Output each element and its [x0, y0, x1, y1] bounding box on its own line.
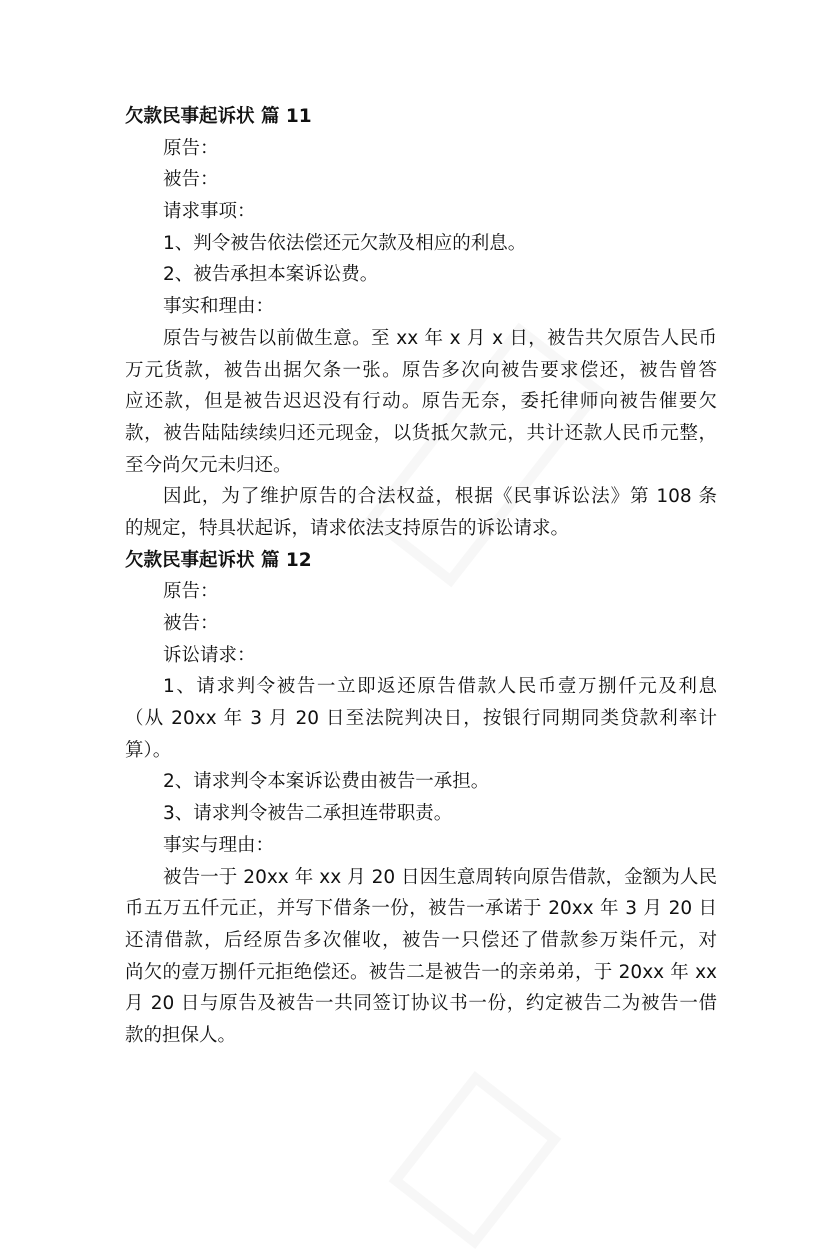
text-line: 万元货款，被告出据欠条一张。原告多次向被告要求偿还，被告曾答: [125, 359, 717, 381]
text-line: 原告：: [163, 581, 219, 603]
text-line: 尚欠的壹万捌仟元拒绝偿还。被告二是被告一的亲弟弟，于 20xx 年 xx: [125, 961, 717, 983]
text-line: 被告一于 20xx 年 xx 月 20 日因生意周转向原告借款，金额为人民: [163, 866, 717, 888]
paragraph: [125, 862, 717, 1052]
paragraph: [125, 640, 717, 672]
section-title: 欠款民事起诉状 篇 11: [125, 106, 312, 127]
paragraph: [125, 576, 717, 608]
watermark: [389, 1071, 562, 1249]
text-line: 被告：: [163, 613, 219, 634]
text-line: 的规定，特具状起诉，请求依法支持原告的诉讼请求。: [125, 517, 570, 539]
text-line: 原告：: [163, 137, 219, 159]
text-line: 2、请求判令本案诉讼费由被告一承担。: [163, 771, 490, 793]
paragraph: [125, 291, 717, 323]
text-line: 3、请求判令被告二承担连带职责。: [163, 803, 453, 825]
document-page: [125, 101, 717, 1052]
paragraph: [125, 259, 717, 291]
text-line: 至今尚欠元未归还。: [125, 454, 292, 476]
text-line: 1、请求判令被告一立即返还原告借款人民币壹万捌仟元及利息: [163, 676, 717, 698]
text-line: 被告：: [163, 169, 219, 191]
paragraph: [125, 228, 717, 260]
paragraph: [125, 671, 717, 766]
paragraph: [125, 830, 717, 862]
text-line: 1、判令被告依法偿还元欠款及相应的利息。: [163, 232, 527, 254]
text-line: 请求事项：: [163, 201, 256, 223]
section-title: 欠款民事起诉状 篇 12: [125, 549, 312, 571]
text-line: 月 20 日与原告及被告一共同签订协议书一份，约定被告二为被告一借: [125, 993, 717, 1015]
paragraph: [125, 608, 717, 640]
text-line: 还清借款，后经原告多次催收，被告一只偿还了借款参万柒仟元，对: [125, 929, 717, 951]
paragraph: [125, 766, 717, 798]
text-line: 因此，为了维护原告的合法权益，根据《民事诉讼法》第 108 条: [163, 486, 717, 508]
paragraph: [125, 164, 717, 196]
text-line: 应还款，但是被告迟迟没有行动。原告无奈，委托律师向被告催要欠: [125, 391, 717, 413]
paragraph: [125, 196, 717, 228]
text-line: 诉讼请求：: [163, 644, 256, 666]
text-line: （从 20xx 年 3 月 20 日至法院判决日，按银行同期同类贷款利率计: [125, 708, 717, 730]
text-line: 款，被告陆陆续续归还元现金，以货抵欠款元，共计还款人民币元整，: [125, 422, 717, 444]
text-line: 事实与理由：: [163, 834, 275, 856]
text-line: 算）。: [125, 739, 172, 761]
text-line: 2、被告承担本案诉讼费。: [163, 264, 379, 286]
paragraph: [125, 133, 717, 165]
text-line: 币五万五仟元正，并写下借条一份，被告一承诺于 20xx 年 3 月 20 日: [125, 898, 717, 920]
text-line: 原告与被告以前做生意。至 xx 年 x 月 x 日，被告共欠原告人民币: [163, 327, 717, 349]
paragraph: [125, 481, 717, 544]
text-line: 事实和理由：: [163, 296, 275, 318]
text-line: 款的担保人。: [125, 1024, 237, 1046]
paragraph: [125, 798, 717, 830]
paragraph: [125, 323, 717, 481]
